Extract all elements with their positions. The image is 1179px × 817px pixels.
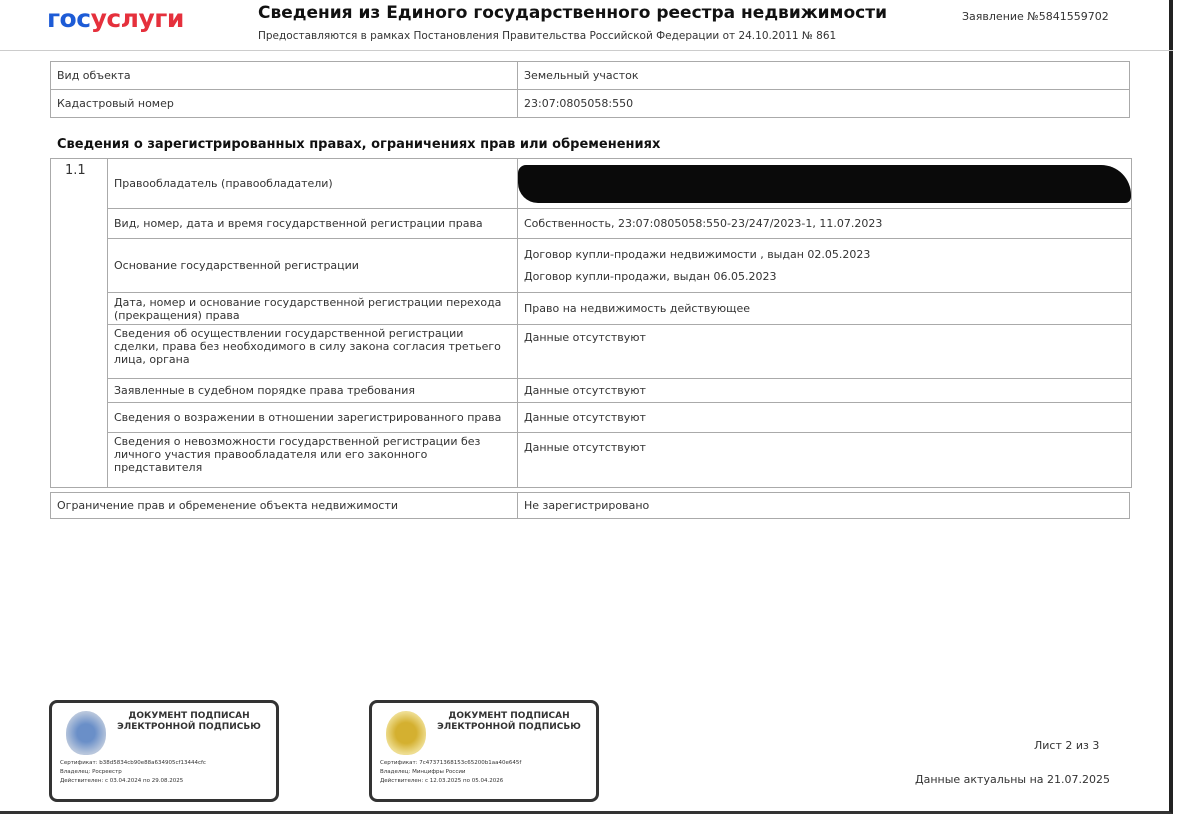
table-row <box>51 403 1132 433</box>
cell-label: Сведения об осуществлении государственной регистрации сделки, права без необходимого в силу закона согласия третьего лица, органа <box>108 325 518 379</box>
object-table <box>50 61 1130 118</box>
cell-label: Вид, номер, дата и время государственной регистрации права <box>108 209 518 239</box>
stamp-validity: Действителен: с 12.03.2025 по 05.04.2026 <box>380 778 504 784</box>
stamp-owner: Владелец: Росреестр <box>60 769 122 775</box>
table-row <box>51 159 1132 209</box>
basis-2: Договор купли-продажи, выдан 06.05.2023 <box>524 270 777 283</box>
cell-value: Земельный участок <box>518 62 1130 90</box>
table-row <box>51 90 1130 118</box>
signature-stamp-rosreestr <box>49 700 279 802</box>
stamp-info <box>380 759 521 786</box>
rosreestr-emblem-icon <box>66 711 106 755</box>
cell-label: Сведения о возражении в отношении зарегистрированного права <box>108 403 518 433</box>
stamp-owner: Владелец: Минцифры России <box>380 769 466 775</box>
document-title: Сведения из Единого государственного реестра недвижимости <box>258 3 887 23</box>
cell-value <box>518 239 1132 293</box>
cell-value: Собственность, 23:07:0805058:550-23/247/2023-1, 11.07.2023 <box>518 209 1132 239</box>
signature-stamp-mintsifry <box>369 700 599 802</box>
stamp-validity: Действителен: с 03.04.2024 по 29.08.2025 <box>60 778 184 784</box>
cell-value: Право на недвижимость действующее <box>518 293 1132 325</box>
entry-number: 1.1 <box>51 159 108 488</box>
table-row <box>51 379 1132 403</box>
stamp-certificate: Сертификат: 7c47371368153c65200b1aa40e645f <box>380 760 522 766</box>
cell-label: Сведения о невозможности государственной регистрации без личного участия правообладателя или его законного представителя <box>108 433 518 488</box>
header-divider <box>0 50 1173 51</box>
table-row <box>51 325 1132 379</box>
cell-label: Вид объекта <box>51 62 518 90</box>
coat-of-arms-icon <box>386 711 426 755</box>
stamp-certificate: Сертификат: b38d5834cb90e88a634905cf13444cfc <box>60 760 206 766</box>
table-row <box>51 209 1132 239</box>
cell-value: Данные отсутствуют <box>518 433 1132 488</box>
stamp-heading: ДОКУМЕНТ ПОДПИСАН ЭЛЕКТРОННОЙ ПОДПИСЬЮ <box>117 711 261 732</box>
sheet-number: Лист 2 из 3 <box>1034 739 1100 752</box>
cell-value: Данные отсутствуют <box>518 403 1132 433</box>
cell-value: Не зарегистрировано <box>518 493 1130 519</box>
table-row <box>51 293 1132 325</box>
table-row <box>51 493 1130 519</box>
redaction-mark <box>518 165 1131 203</box>
table-row <box>51 239 1132 293</box>
cell-label: Правообладатель (правообладатели) <box>108 159 518 209</box>
data-actual-date: Данные актуальны на 21.07.2025 <box>915 773 1111 786</box>
cell-value: Данные отсутствуют <box>518 325 1132 379</box>
restriction-table <box>50 492 1130 519</box>
table-row <box>51 433 1132 488</box>
logo-part1: гос <box>47 4 91 33</box>
gosuslugi-logo <box>47 4 184 33</box>
rights-table <box>50 158 1132 488</box>
cell-label: Дата, номер и основание государственной регистрации перехода (прекращения) права <box>108 293 518 325</box>
cell-label: Заявленные в судебном порядке права требования <box>108 379 518 403</box>
document-subtitle: Предоставляются в рамках Постановления Правительства Российской Федерации от 24.10.2011 № 861 <box>258 30 837 42</box>
section-title: Сведения о зарегистрированных правах, ограничениях прав или обременениях <box>57 137 661 152</box>
cell-label: Основание государственной регистрации <box>108 239 518 293</box>
basis-1: Договор купли-продажи недвижимости , выдан 02.05.2023 <box>524 248 871 261</box>
logo-part2: услуги <box>90 4 184 33</box>
stamp-heading: ДОКУМЕНТ ПОДПИСАН ЭЛЕКТРОННОЙ ПОДПИСЬЮ <box>437 711 581 732</box>
table-row <box>51 62 1130 90</box>
cell-label: Ограничение прав и обременение объекта недвижимости <box>51 493 518 519</box>
application-number: Заявление №5841559702 <box>962 10 1109 23</box>
stamp-info <box>60 759 206 786</box>
cell-value: 23:07:0805058:550 <box>518 90 1130 118</box>
cell-label: Кадастровый номер <box>51 90 518 118</box>
cell-value: Данные отсутствуют <box>518 379 1132 403</box>
cell-value-redacted <box>518 159 1132 209</box>
